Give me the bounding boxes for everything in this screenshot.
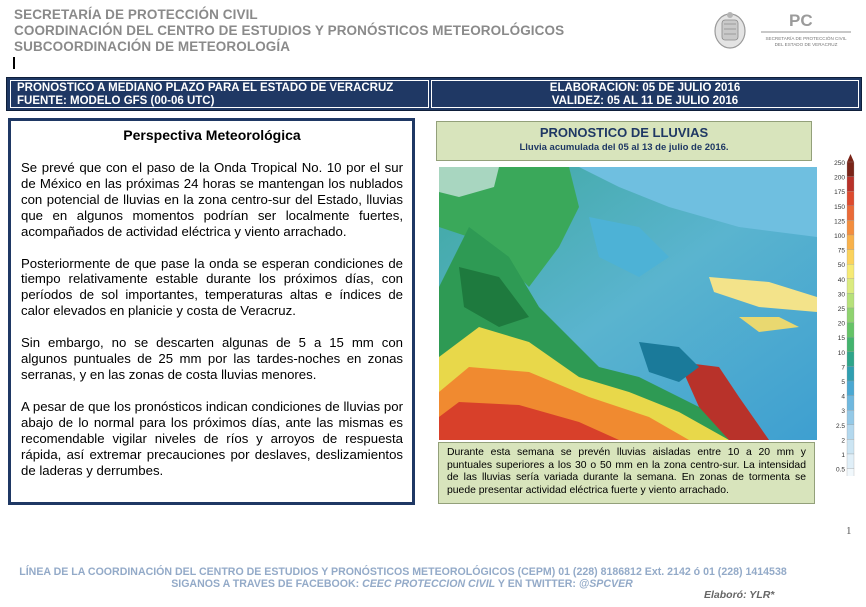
perspectiva-panel bbox=[8, 118, 415, 505]
footer-facebook-label: SIGANOS A TRAVES DE FACEBOOK: bbox=[171, 578, 363, 590]
pc-sub-1: SECRETARÍA DE PROTECCIÓN CIVIL bbox=[765, 36, 847, 41]
scale-label: 25 bbox=[837, 306, 845, 313]
scale-label: 150 bbox=[834, 203, 845, 211]
scale-swatch bbox=[847, 439, 854, 454]
scale-label: 200 bbox=[834, 174, 845, 182]
scale-swatch bbox=[847, 352, 854, 367]
scale-swatch bbox=[847, 177, 854, 192]
scale-swatch bbox=[847, 293, 854, 308]
scale-swatch bbox=[847, 279, 854, 294]
text-cursor bbox=[13, 57, 15, 69]
footer-contact-line: LÍNEA DE LA COORDINACIÓN DEL CENTRO DE ESTUDIOS Y PRONÓSTICOS METEOROLÓGICOS (CEPM) 01 (228) 8186812 Ext. 2142 ó 01 (228) 1414538 bbox=[19, 566, 787, 578]
scale-swatch bbox=[847, 396, 854, 411]
scale-label: 2.5 bbox=[835, 422, 845, 430]
scale-swatch bbox=[847, 264, 854, 279]
rain-forecast-title: PRONOSTICO DE LLUVIAS bbox=[539, 125, 709, 140]
scale-swatch bbox=[847, 410, 854, 425]
rain-forecast-subtitle: Lluvia acumulada del 05 al 13 de julio de 2016. bbox=[519, 142, 729, 153]
perspectiva-paragraph-1: Se prevé que con el paso de la Onda Tropical No. 10 por el sur de México en las próximas 24 horas se mantengan los nublados con potencial de lluvias en la zona centro-sur del Estado, lluvias que en algunos momentos podrían ser localmente fuertes, acompañados de actividad eléctrica y viento arrachado. bbox=[21, 160, 403, 239]
banner-right-box bbox=[431, 80, 859, 108]
scale-swatch bbox=[847, 425, 854, 440]
scale-swatch bbox=[847, 366, 854, 381]
header-line-1: SECRETARÍA DE PROTECCIÓN CIVIL bbox=[14, 7, 258, 22]
banner-forecast-title: PRONOSTICO A MEDIANO PLAZO PARA EL ESTADO DE VERACRUZ bbox=[17, 82, 394, 94]
scale-swatch bbox=[847, 191, 854, 206]
rain-forecast-note: Durante esta semana se prevén lluvias aisladas entre 10 a 20 mm y puntuales superiores a los 30 o 50 mm en la zona centro-sur. La intensidad de las lluvias sería variada durante la semana. En zonas de tormenta se puede presentar actividad eléctrica fuerte y viento arrachado. bbox=[438, 442, 815, 504]
footer-twitter-label: Y EN TWITTER: bbox=[495, 578, 579, 590]
scale-top-arrow bbox=[847, 154, 854, 162]
scale-label: 5 bbox=[841, 379, 845, 386]
footer-facebook-link[interactable]: CEEC PROTECCION CIVIL bbox=[362, 578, 496, 590]
scale-swatch bbox=[847, 250, 854, 265]
scale-swatch bbox=[847, 220, 854, 235]
scale-label: 75 bbox=[837, 247, 845, 255]
scale-label: 40 bbox=[837, 276, 845, 284]
scale-label: 175 bbox=[834, 189, 845, 197]
scale-swatch bbox=[847, 206, 854, 221]
scale-swatch bbox=[847, 162, 854, 177]
scale-label: 10 bbox=[837, 349, 845, 357]
banner-validity: VALIDEZ: 05 AL 11 DE JULIO 2016 bbox=[551, 95, 739, 107]
perspectiva-paragraph-2: Posteriormente de que pase la onda se esperan condiciones de tiempo relativamente estable durante los próximos días, con períodos de sol importantes, temperaturas altas e índices de calor elevados en planicie y costa de Veracruz. bbox=[21, 255, 403, 319]
scale-label: 1 bbox=[841, 452, 845, 459]
scale-label: 0.5 bbox=[835, 466, 845, 474]
rain-forecast-title-box bbox=[436, 121, 812, 161]
scale-label: 250 bbox=[834, 160, 845, 167]
scale-swatch bbox=[847, 469, 854, 476]
scale-swatch bbox=[847, 235, 854, 250]
veracruz-seal-logo bbox=[712, 10, 748, 50]
scale-label: 125 bbox=[834, 218, 845, 226]
rainfall-map-image bbox=[439, 167, 817, 440]
scale-label: 20 bbox=[837, 320, 845, 328]
scale-label: 7 bbox=[841, 364, 845, 372]
banner-elaboration-date: ELABORACION: 05 DE JULIO 2016 bbox=[549, 82, 741, 94]
elaborated-by: Elaboró: YLR* bbox=[704, 589, 775, 601]
scale-label: 4 bbox=[841, 393, 845, 401]
perspectiva-paragraph-3: Sin embargo, no se descarten algunas de 5 a 15 mm con algunos puntuales de 25 mm por las tardes-noches en zonas serranas, y en las zonas de costa lluvias menores. bbox=[21, 335, 403, 382]
scale-label: 3 bbox=[841, 408, 845, 416]
page-number: 1 bbox=[846, 525, 852, 537]
perspectiva-title: Perspectiva Meteorológica bbox=[123, 127, 301, 143]
header-line-2: COORDINACIÓN DEL CENTRO DE ESTUDIOS Y PRONÓSTICOS METEOROLÓGICOS bbox=[14, 23, 565, 38]
pc-letters: PC bbox=[789, 11, 813, 30]
scale-label: 2 bbox=[841, 437, 845, 445]
scale-swatch bbox=[847, 323, 854, 338]
proteccion-civil-logo bbox=[757, 8, 855, 50]
scale-label: 15 bbox=[837, 335, 845, 343]
scale-swatch bbox=[847, 337, 854, 352]
scale-label: 100 bbox=[834, 233, 845, 240]
scale-label: 50 bbox=[837, 262, 845, 270]
rainfall-color-scale bbox=[823, 152, 859, 476]
scale-swatch bbox=[847, 381, 854, 396]
footer-twitter-link[interactable]: @SPCVER bbox=[578, 578, 633, 590]
scale-swatch bbox=[847, 308, 854, 323]
scale-swatch bbox=[847, 454, 854, 469]
forecast-banner bbox=[6, 77, 862, 111]
perspectiva-paragraph-4: A pesar de que los pronósticos indican condiciones de lluvias por abajo de lo normal para los próximos días, ante las mismas es recomendable vigilar niveles de ríos y arroyos de respuesta rápida, así extremar precauciones por deslaves, deslizamientos de laderas y derrumbes. bbox=[21, 398, 403, 478]
banner-left-box bbox=[10, 80, 429, 108]
header-line-3: SUBCOORDINACIÓN DE METEOROLOGÍA bbox=[14, 39, 291, 54]
pc-divider bbox=[761, 31, 851, 33]
scale-label: 30 bbox=[837, 291, 845, 299]
banner-source: FUENTE: MODELO GFS (00-06 UTC) bbox=[17, 95, 215, 107]
pc-sub-2: DEL ESTADO DE VERACRUZ bbox=[774, 42, 838, 47]
